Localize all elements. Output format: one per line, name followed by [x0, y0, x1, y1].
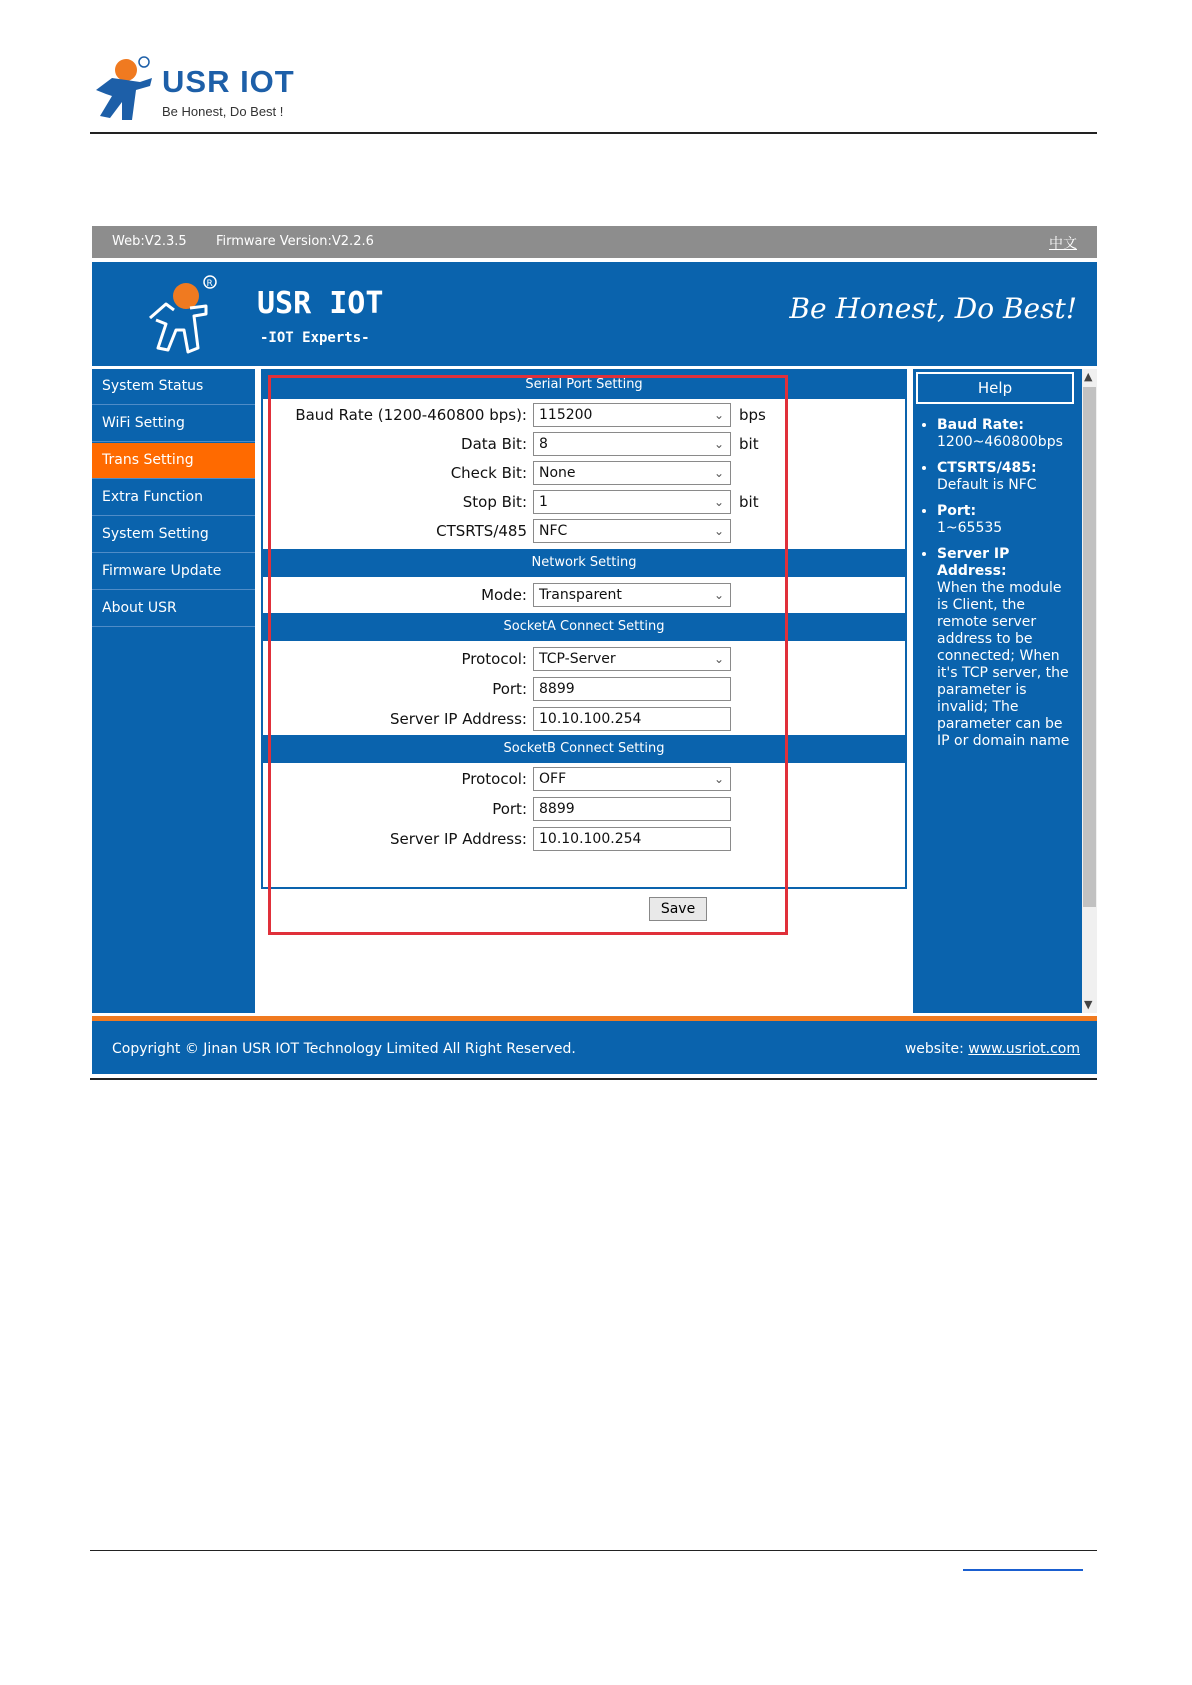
help-term: CTSRTS/485: [937, 460, 1037, 476]
help-term: Port: [937, 503, 977, 519]
main-content [259, 369, 909, 1013]
help-term: Server IP Address: [937, 546, 1010, 579]
doc-tagline: Be Honest, Do Best ! [162, 104, 284, 119]
help-text: 1~65535 [937, 520, 1003, 536]
help-text: When the module is Client, the remote server address to be connected; When it's TCP server, the parameter is invalid; The parameter can be IP or domain name [937, 580, 1070, 749]
website-info [905, 1041, 1080, 1057]
chevron-down-icon: ⌄ [713, 588, 724, 602]
chevron-down-icon[interactable]: ▼ [1084, 998, 1093, 1011]
scrollbar-thumb[interactable] [1083, 387, 1096, 907]
svg-text:R: R [206, 279, 213, 289]
sidebar-item-about-usr[interactable]: About USR [92, 591, 255, 627]
chevron-down-icon: ⌄ [713, 466, 724, 480]
help-scrollbar[interactable] [1082, 369, 1097, 1013]
socket-b-ip-label: Server IP Address: [390, 830, 527, 848]
help-item [937, 460, 1077, 494]
copyright-text: Copyright © Jinan USR IOT Technology Limited All Right Reserved. [112, 1041, 576, 1057]
socket-b-port-label: Port: [492, 800, 527, 818]
sidebar-item-system-setting[interactable]: System Setting [92, 517, 255, 553]
save-button[interactable]: Save [649, 897, 707, 921]
chevron-down-icon: ⌄ [713, 772, 724, 786]
website-link[interactable]: www.usriot.com [968, 1041, 1080, 1057]
sidebar-item-trans-setting[interactable]: Trans Setting [92, 443, 255, 479]
banner-slogan: Be Honest, Do Best! [789, 292, 1077, 325]
doc-divider [90, 1078, 1097, 1080]
socket-a-protocol-value: TCP-Server [539, 651, 616, 667]
website-label: website: [904, 1041, 964, 1057]
sidebar-item-extra-function[interactable]: Extra Function [92, 480, 255, 516]
help-text: 1200~460800bps [937, 434, 1063, 450]
stop-bit-value: 1 [539, 494, 548, 510]
socket-b-ip-input[interactable]: 10.10.100.254 [533, 827, 731, 851]
socket-a-port-input[interactable]: 8899 [533, 677, 731, 701]
web-config-ui [92, 226, 1097, 1078]
data-bit-label: Data Bit: [461, 435, 527, 453]
baud-rate-label: Baud Rate (1200-460800 bps): [295, 406, 527, 424]
sidebar-item-wifi-setting[interactable]: WiFi Setting [92, 406, 255, 442]
chevron-down-icon: ⌄ [713, 408, 724, 422]
help-item [937, 503, 1077, 537]
doc-footer-link[interactable] [963, 1569, 1083, 1571]
section-serial-port: Serial Port Setting [263, 371, 905, 399]
banner-title: USR IOT [257, 286, 384, 321]
help-text: Default is NFC [937, 477, 1037, 493]
socket-a-port-label: Port: [492, 680, 527, 698]
socket-b-protocol-label: Protocol: [461, 770, 527, 788]
firmware-version: Firmware Version:V2.2.6 [216, 234, 374, 249]
doc-footer-divider [90, 1550, 1097, 1551]
help-term: Baud Rate: [937, 417, 1024, 433]
footer [92, 1016, 1097, 1074]
socket-a-ip-input[interactable]: 10.10.100.254 [533, 707, 731, 731]
socket-b-port-input[interactable]: 8899 [533, 797, 731, 821]
ctsrts-label: CTSRTS/485 [436, 522, 527, 540]
chevron-up-icon[interactable]: ▲ [1084, 370, 1093, 383]
section-socket-a: SocketA Connect Setting [263, 613, 905, 641]
doc-brand: USR IOT [162, 64, 295, 99]
mode-label: Mode: [481, 586, 527, 604]
help-panel [913, 369, 1082, 1013]
usr-mascot-icon [144, 268, 224, 360]
web-version: Web:V2.3.5 [112, 234, 187, 249]
doc-divider [90, 132, 1097, 134]
sidebar-item-firmware-update[interactable]: Firmware Update [92, 554, 255, 590]
doc-logo [92, 56, 332, 126]
version-bar [92, 226, 1097, 258]
chevron-down-icon: ⌄ [713, 495, 724, 509]
help-item [937, 417, 1077, 451]
socket-b-protocol-value: OFF [539, 771, 567, 787]
stop-bit-unit: bit [739, 493, 759, 511]
socket-a-ip-label: Server IP Address: [390, 710, 527, 728]
chevron-down-icon: ⌄ [713, 652, 724, 666]
check-bit-value: None [539, 465, 576, 481]
baud-rate-value: 115200 [539, 407, 593, 423]
check-bit-label: Check Bit: [450, 464, 527, 482]
header-banner [92, 262, 1097, 366]
section-socket-b: SocketB Connect Setting [263, 735, 905, 763]
banner-subtitle: -IOT Experts- [260, 330, 370, 346]
help-title: Help [916, 372, 1074, 404]
stop-bit-label: Stop Bit: [462, 493, 527, 511]
data-bit-value: 8 [539, 436, 548, 452]
usr-mascot-icon [92, 56, 158, 124]
chevron-down-icon: ⌄ [713, 524, 724, 538]
section-network: Network Setting [263, 549, 905, 577]
help-item [937, 546, 1077, 750]
language-link[interactable]: 中文 [1049, 236, 1077, 252]
sidebar-item-system-status[interactable]: System Status [92, 369, 255, 405]
data-bit-unit: bit [739, 435, 759, 453]
socket-a-protocol-label: Protocol: [461, 650, 527, 668]
sidebar-nav [92, 369, 255, 1013]
ctsrts-value: NFC [539, 523, 568, 539]
highlight-box [268, 375, 788, 935]
baud-rate-unit: bps [739, 406, 766, 424]
help-list [915, 417, 1077, 759]
chevron-down-icon: ⌄ [713, 437, 724, 451]
mode-value: Transparent [539, 587, 622, 603]
